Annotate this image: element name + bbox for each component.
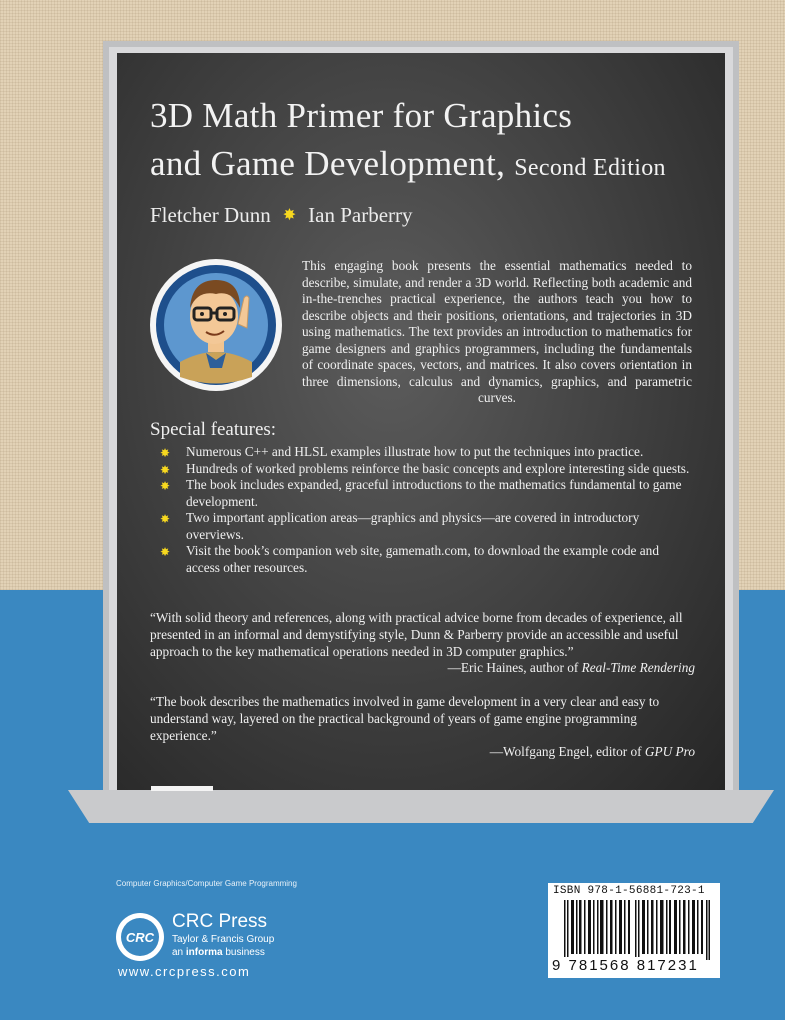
attribution-work: GPU Pro: [644, 744, 695, 760]
barcode-icon: [564, 900, 710, 960]
business-suffix: business: [222, 947, 265, 958]
isbn-number: ISBN 978-1-56881-723-1: [553, 885, 705, 897]
quote-attribution: [150, 660, 695, 677]
list-item: [160, 543, 696, 576]
list-item: [160, 477, 696, 510]
title-line-2: and Game Development,: [150, 144, 506, 183]
star-icon: ✸: [160, 479, 171, 493]
business-bold: informa: [185, 947, 223, 958]
barcode-digits: 9 781568 817231: [552, 957, 699, 974]
logo-text: CRC: [125, 930, 155, 945]
publisher-group: Taylor & Francis Group: [172, 934, 275, 945]
publisher-name: CRC Press: [172, 911, 268, 932]
feature-text: Two important application areas—graphics and physics—are covered in introductory overviews.: [186, 510, 640, 542]
chalk-piece: [151, 786, 213, 791]
review-quote: [150, 694, 695, 761]
book-title: [150, 92, 666, 192]
list-item: [160, 460, 696, 478]
title-line-1: 3D Math Primer for Graphics: [150, 96, 573, 135]
cartoon-author-icon: [150, 250, 282, 400]
quote-text: “The book describes the mathematics involved in game development in a very clear and easy to understand way, layered on the practical background of years of game engine programming experience.”: [150, 694, 660, 743]
list-item: [160, 444, 696, 461]
features-list: [160, 444, 696, 576]
quote-text: “With solid theory and references, along with practical advice borne from decades of experience, all presented in an informal and demystifying style, Dunn & Parberry provide an accessible and useful approach to the key mathematical operations needed in 3D computer graphics.”: [150, 610, 683, 659]
list-item: [160, 510, 696, 543]
publisher-business: [172, 946, 274, 959]
star-icon: ✸: [160, 446, 171, 460]
authors: [150, 203, 413, 228]
publisher-block: [172, 911, 274, 959]
review-quote: [150, 610, 695, 677]
crc-logo-icon: [115, 912, 165, 962]
edition-label: Second Edition: [514, 155, 666, 181]
feature-text: Hundreds of worked problems reinforce the basic concepts and explore interesting side quests.: [186, 460, 690, 476]
attribution-text: —Eric Haines, author of: [447, 660, 582, 676]
attribution-work: Real-Time Rendering: [581, 660, 695, 676]
subject-category: Computer Graphics/Computer Game Programming: [116, 879, 297, 888]
star-icon: ✸: [160, 462, 171, 477]
star-icon: ✸: [160, 512, 171, 526]
author-name: Ian Parberry: [308, 203, 413, 227]
book-description: This engaging book presents the essential mathematics needed to describe, simulate, and render a 3D world. Reflecting both academic and in-the-trenches practical experience, the authors teach you how to describe objects and their positions, orientations, and trajectories in 3D using mathematics. The text provides an introduction to mathematics for game designers and graphics programmers, including the fundamentals of coordinate spaces, vectors, and matrices. It also covers orientation in three dimensions, calculus and dynamics, graphics, and parametric curves.: [302, 258, 692, 405]
chalk-tray: [68, 790, 774, 823]
feature-text: Numerous C++ and HLSL examples illustrate how to put the techniques into practice.: [186, 444, 644, 459]
author-name: Fletcher Dunn: [150, 203, 271, 227]
publisher-url: www.crcpress.com: [118, 964, 251, 979]
isbn-barcode: [548, 883, 720, 978]
star-icon: ✸: [160, 545, 171, 559]
quote-attribution: [150, 744, 695, 761]
attribution-text: —Wolfgang Engel, editor of: [489, 744, 645, 760]
star-icon: ✸: [282, 206, 297, 224]
feature-text: The book includes expanded, graceful introductions to the mathematics fundamental to game development.: [186, 477, 682, 509]
business-prefix: an: [172, 947, 186, 958]
features-heading: Special features:: [150, 419, 277, 440]
feature-text: Visit the book’s companion web site, gamemath.com, to download the example code and access other resources.: [186, 543, 659, 575]
